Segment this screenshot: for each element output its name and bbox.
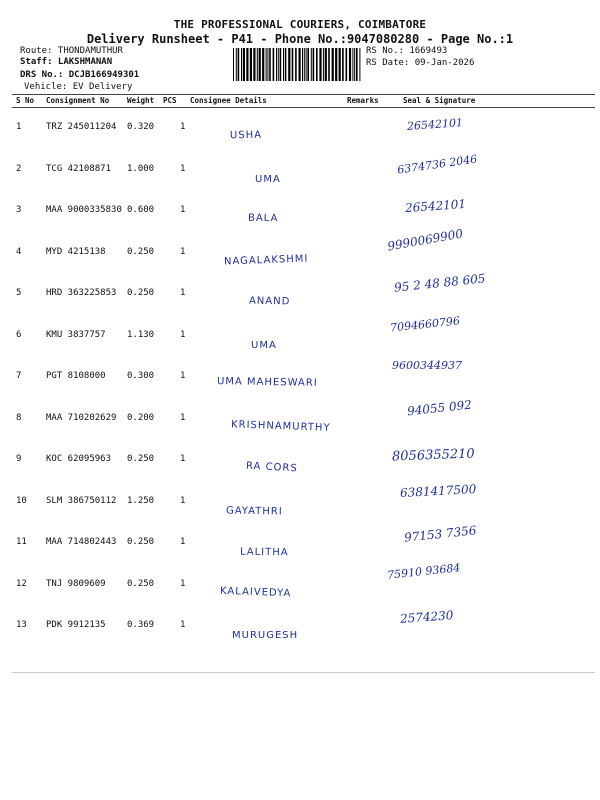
recipient-signature: 9990069900 — [386, 225, 464, 254]
col-consignment: Consignment No — [46, 96, 110, 105]
pcs-value: 1 — [180, 412, 186, 423]
consignment-number: TNJ 9809609 — [46, 578, 106, 589]
consignee-name: UMA MAHESWARI — [216, 376, 318, 389]
weight-value: 0.369 — [127, 620, 155, 630]
col-sno: S No — [16, 96, 35, 105]
consignment-number: PGT 8108000 — [46, 371, 106, 381]
table-row — [12, 191, 595, 233]
route-label: Route: THONDAMUTHUR — [20, 46, 123, 56]
table-row — [12, 271, 595, 316]
runsheet-title: Delivery Runsheet - P41 - Phone No.:9047080280 - Page No.:1 — [86, 32, 514, 46]
row-sno: 9 — [16, 454, 22, 464]
rs-date: RS Date: 09-Jan-2026 — [366, 58, 475, 68]
pcs-value: 1 — [180, 371, 186, 381]
row-sno: 5 — [16, 288, 22, 298]
consignment-number: TRZ 245011204 — [46, 122, 117, 132]
rs-number: RS No.: 1669493 — [366, 46, 448, 56]
pcs-value: 1 — [180, 288, 186, 298]
pcs-value: 1 — [180, 620, 186, 630]
consignment-number: PDK 9912135 — [46, 620, 106, 630]
pcs-value: 1 — [180, 205, 186, 215]
table-row — [12, 108, 595, 150]
weight-value: 0.320 — [127, 122, 155, 132]
table-row — [12, 225, 595, 275]
drs-number: DRS No.: DCJB166949301 — [20, 70, 140, 80]
row-sno: 12 — [16, 578, 27, 589]
consignee-name: KALAIVEDYA — [219, 585, 292, 599]
consignment-number: KMU 3837757 — [46, 329, 106, 340]
consignment-number: SLM 386750112 — [46, 495, 117, 506]
pcs-value: 1 — [180, 122, 186, 132]
company-name: THE PROFESSIONAL COURIERS, COIMBATORE — [173, 18, 427, 31]
pcs-value: 1 — [180, 578, 186, 589]
consignee-name: KRISHNAMURTHY — [230, 418, 331, 434]
consignment-number: HRD 363225853 — [46, 288, 117, 298]
consignee-name: RA CORS — [245, 460, 298, 475]
table-header — [12, 94, 595, 108]
pcs-value: 1 — [180, 495, 186, 506]
consignee-name: NAGALAKSHMI — [223, 253, 309, 267]
recipient-signature: 7094660796 — [389, 313, 461, 335]
recipient-signature: 75910 93684 — [386, 560, 461, 582]
weight-value: 0.250 — [127, 288, 155, 298]
consignment-number: MAA 710202629 — [46, 412, 117, 423]
table-row — [12, 440, 595, 482]
row-sno: 13 — [16, 620, 27, 630]
consignee-name: BALA — [247, 212, 279, 225]
table-row — [12, 150, 595, 192]
barcode-image — [233, 48, 361, 81]
recipient-signature: 9600344937 — [392, 359, 462, 372]
consignee-name: MURUGESH — [232, 630, 299, 641]
consignment-number: KOC 62095963 — [46, 454, 112, 464]
consignee-name: LALITHA — [239, 546, 289, 559]
row-sno: 1 — [16, 122, 22, 132]
pcs-value: 1 — [180, 537, 186, 547]
weight-value: 1.250 — [127, 495, 155, 506]
row-sno: 4 — [16, 246, 22, 257]
consignment-number: TCG 42108871 — [46, 163, 112, 174]
recipient-signature: 8056355210 — [391, 446, 475, 465]
recipient-signature: 2574230 — [399, 608, 454, 626]
recipient-signature: 26542101 — [406, 116, 464, 133]
recipient-signature: 97153 7356 — [403, 523, 478, 545]
staff-label: Staff: LAKSHMANAN — [20, 57, 113, 67]
col-weight: Weight — [127, 96, 155, 105]
consignee-name: UMA — [251, 339, 277, 351]
weight-value: 0.250 — [127, 537, 155, 547]
table-row — [12, 357, 595, 399]
consignee-name: UMA — [255, 173, 281, 185]
table-row — [12, 560, 595, 607]
row-sno: 2 — [16, 163, 22, 174]
pcs-value: 1 — [180, 454, 186, 464]
weight-value: 0.250 — [127, 578, 155, 589]
weight-value: 0.600 — [127, 205, 155, 215]
table-row — [12, 606, 595, 648]
weight-value: 0.200 — [127, 412, 155, 423]
recipient-signature: 94055 092 — [406, 397, 473, 418]
row-sno: 8 — [16, 412, 22, 423]
consignment-number: MAA 714802443 — [46, 537, 117, 547]
consignee-name: USHA — [229, 129, 263, 142]
recipient-signature: 26542101 — [404, 196, 467, 216]
consignment-number: MYD 4215138 — [46, 246, 106, 257]
pcs-value: 1 — [180, 329, 186, 340]
pcs-value: 1 — [180, 163, 186, 174]
weight-value: 0.250 — [127, 454, 155, 464]
table-row — [12, 482, 595, 524]
weight-value: 1.130 — [127, 329, 155, 340]
col-remarks: Remarks — [347, 96, 379, 105]
table-row — [12, 523, 595, 565]
recipient-signature: 95 2 48 88 605 — [393, 271, 487, 295]
col-seal-signature: Seal & Signature — [403, 96, 476, 105]
table-row — [12, 399, 595, 441]
row-sno: 3 — [16, 205, 22, 215]
row-sno: 10 — [16, 495, 27, 506]
recipient-signature: 6374736 2046 — [396, 151, 478, 177]
runsheet-table — [12, 94, 595, 648]
row-sno: 11 — [16, 537, 27, 547]
weight-value: 0.250 — [127, 246, 155, 257]
col-pcs: PCS — [163, 96, 177, 105]
pcs-value: 1 — [180, 246, 186, 257]
consignee-name: ANAND — [248, 295, 291, 308]
consignee-name: GAYATHRI — [225, 505, 283, 517]
col-consignee: Consignee Details — [190, 96, 267, 105]
recipient-signature: 6381417500 — [399, 481, 477, 500]
row-sno: 6 — [16, 329, 22, 340]
row-sno: 7 — [16, 371, 22, 381]
consignment-number: MAA 9000335830 — [46, 205, 122, 215]
table-bottom-rule — [12, 672, 595, 673]
table-row — [12, 313, 595, 358]
vehicle-label: Vehicle: EV Delivery — [24, 82, 133, 92]
weight-value: 0.300 — [127, 371, 155, 381]
weight-value: 1.000 — [127, 163, 155, 174]
